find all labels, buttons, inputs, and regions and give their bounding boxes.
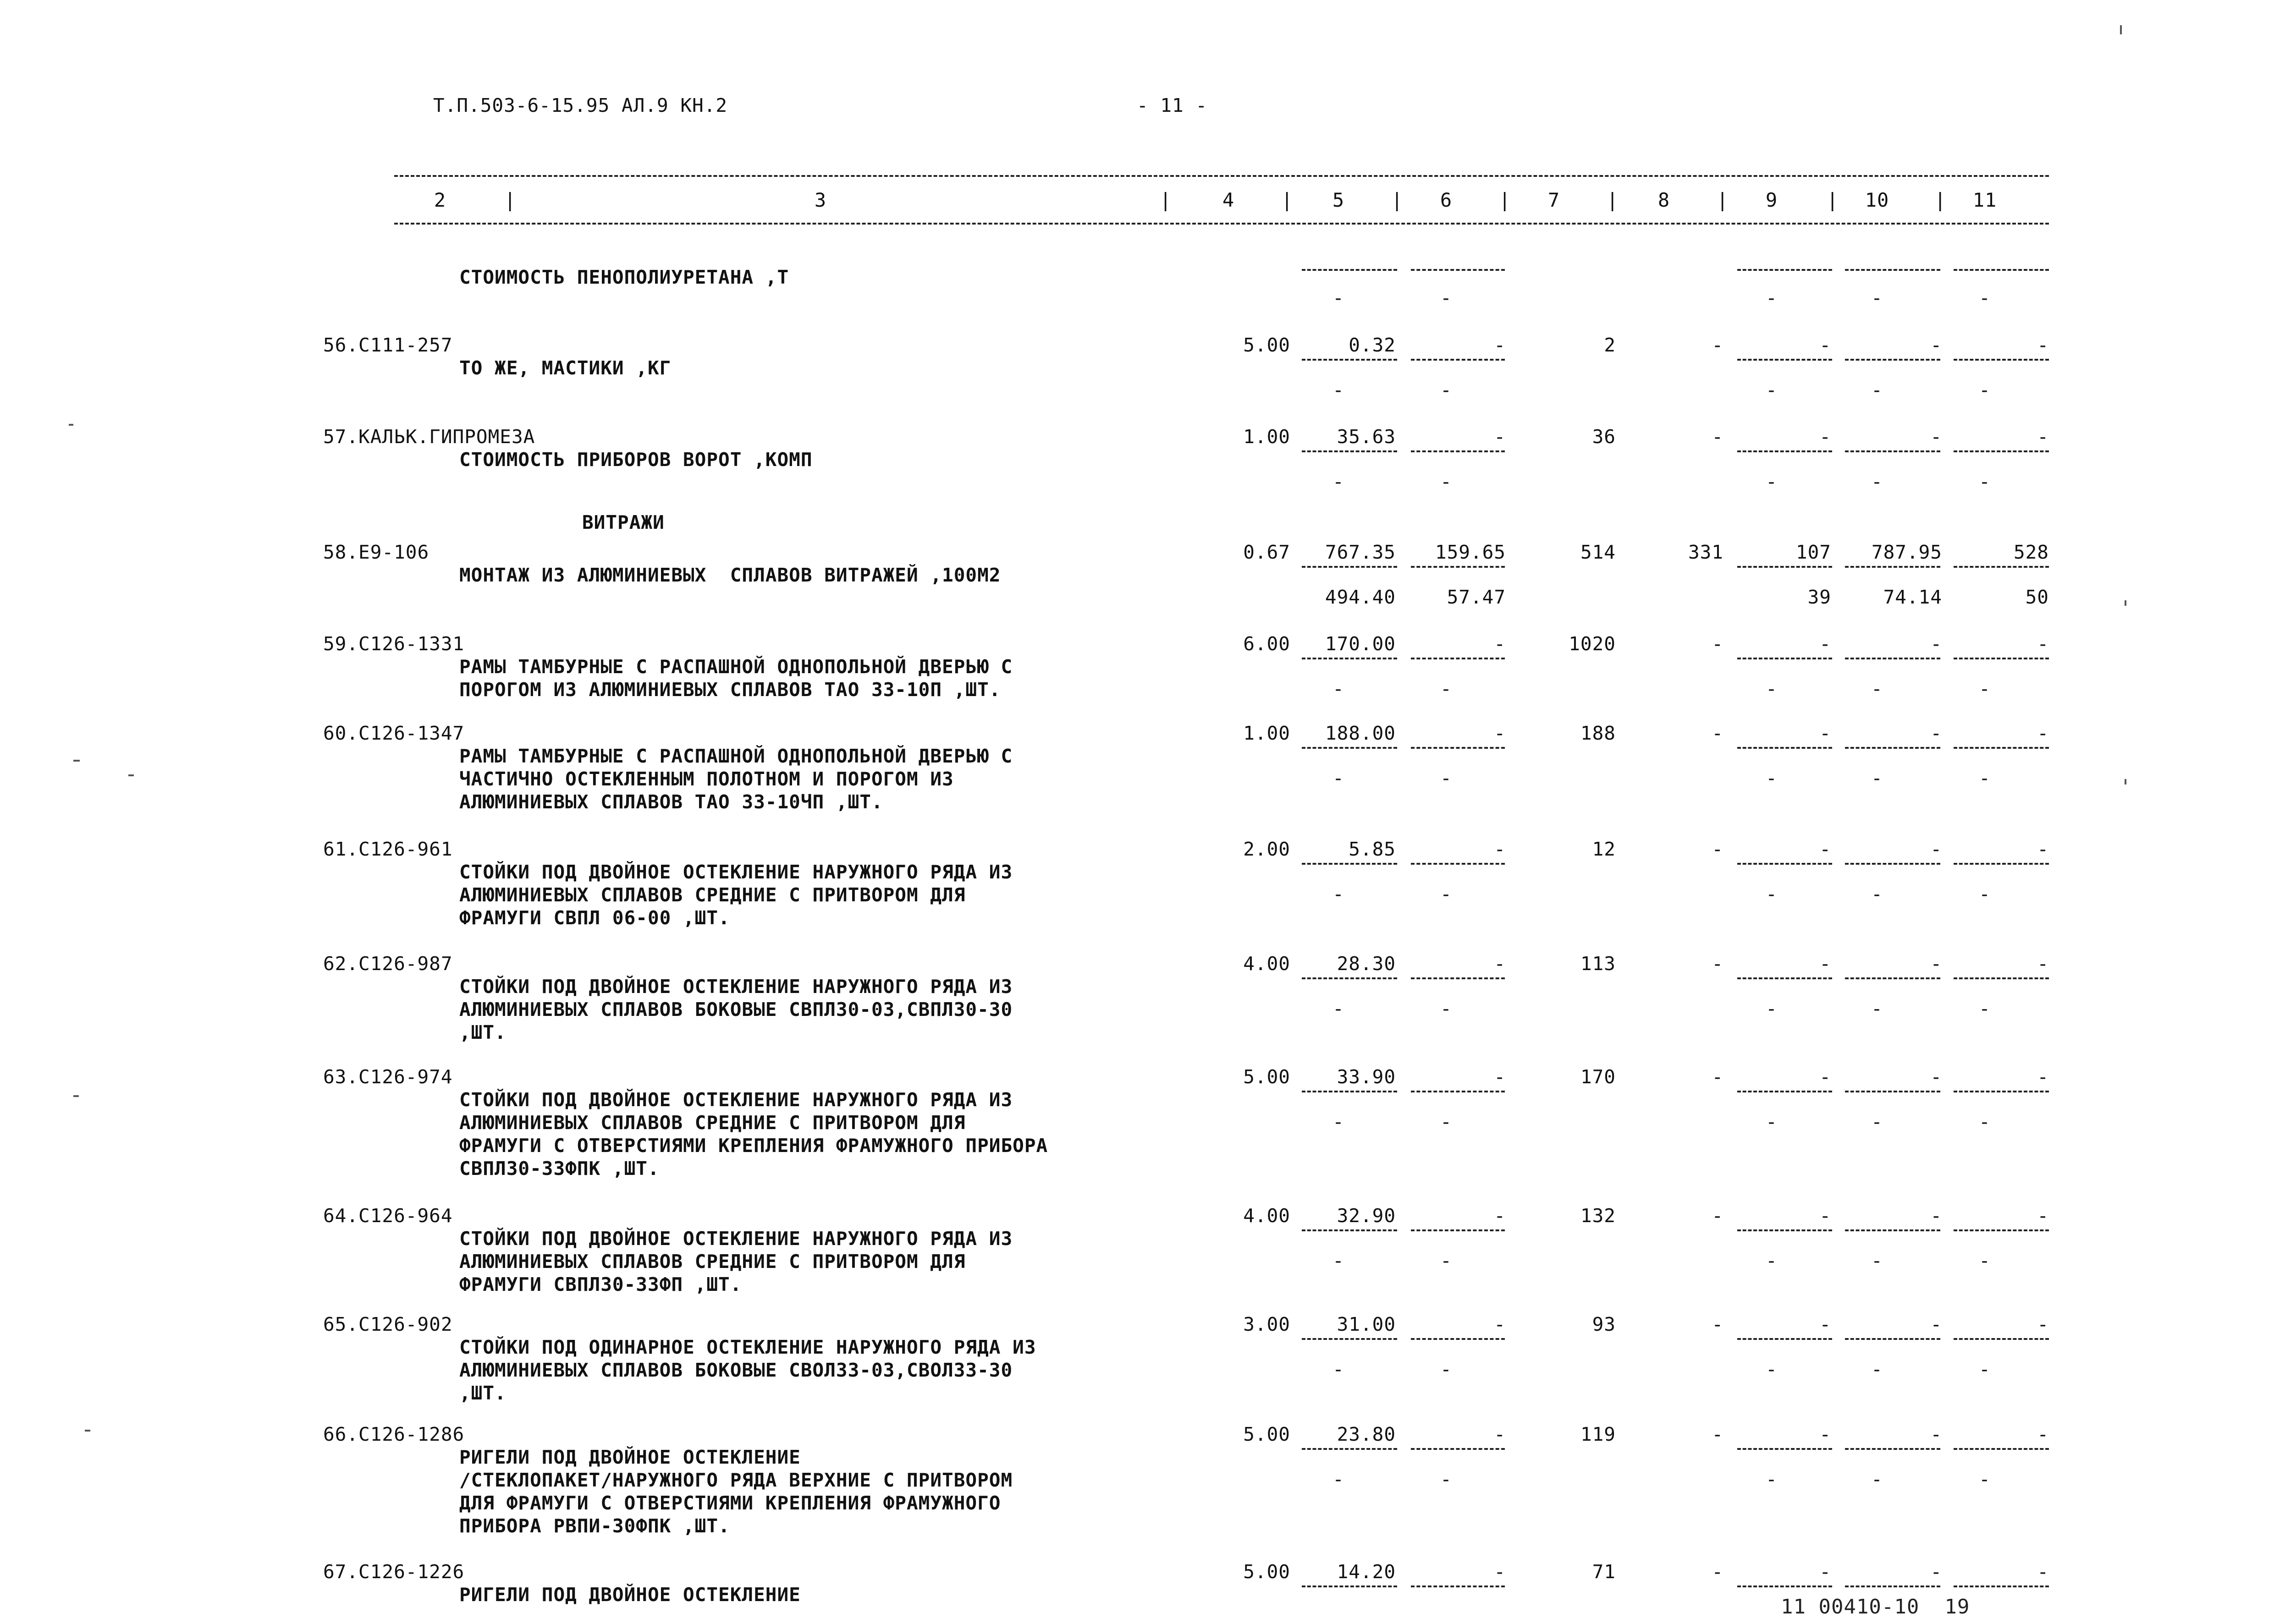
scan-speck [73,1095,79,1097]
cell-col-4: 1.00 [1243,722,1290,744]
cell-col-9-sub: - [1766,998,1778,1020]
cell-col-6-sub: - [1440,883,1452,905]
cell-rule [1954,1229,2049,1231]
row-code: 58.Е9-106 [323,541,429,563]
cell-col-10-sub: 74.14 [1883,586,1942,608]
cell-rule [1411,1586,1505,1587]
cell-rule [1954,1338,2049,1340]
cell-rule [1845,566,1940,568]
cell-col-5: 31.00 [1337,1313,1396,1335]
cell-col-10: - [1930,1313,1942,1335]
cell-rule [1411,359,1505,361]
cell-col-5: 35.63 [1337,426,1396,448]
cell-col-5-sub: - [1332,287,1344,309]
column-header-11: 11 [1972,189,1997,211]
cell-col-4: 1.00 [1243,426,1290,448]
cell-col-11: - [2037,1205,2049,1227]
cell-rule [1302,658,1397,659]
cell-col-11-sub: - [1979,678,1991,700]
cell-col-9: - [1819,1561,1831,1583]
column-separator: | [1281,189,1294,211]
cell-rule [1954,863,2049,865]
cell-col-6: - [1494,1313,1506,1335]
row-description-line: ПРИБОРА РВПИ-30ФПК ,ШТ. [459,1515,730,1537]
table-header-rule [394,223,2049,225]
cell-col-8: - [1712,633,1723,655]
cell-col-11-sub: - [1979,379,1991,401]
cell-col-4: 5.00 [1243,334,1290,356]
cell-col-10: - [1930,1561,1942,1583]
row-description-line: РАМЫ ТАМБУРНЫЕ С РАСПАШНОЙ ОДНОПОЛЬНОЙ ДВЕРЬЮ С [459,745,1013,767]
cell-rule [1845,658,1940,659]
column-header-6: 6 [1440,189,1453,211]
cell-col-9: - [1819,1423,1831,1445]
column-header-10: 10 [1865,189,1889,211]
column-separator: | [1827,189,1839,211]
cell-col-11: - [2037,633,2049,655]
cell-rule [1737,450,1832,452]
row-code: 64.С126-964 [323,1205,453,1227]
cell-col-10: - [1930,1066,1942,1088]
page-number: - 11 - [1137,94,1208,116]
column-separator: | [1717,189,1729,211]
cell-col-11-sub: - [1979,883,1991,905]
cell-col-6-sub: - [1440,1111,1452,1133]
row-description-line: СТОЙКИ ПОД ОДИНАРНОЕ ОСТЕКЛЕНИЕ НАРУЖНОГО РЯДА ИЗ [459,1336,1036,1358]
cell-col-4: 4.00 [1243,1205,1290,1227]
row-code: 59.С126-1331 [323,633,465,655]
cell-col-6: - [1494,1066,1506,1088]
cell-col-5: 767.35 [1325,541,1396,563]
cell-rule [1737,658,1832,659]
scan-speck [2120,25,2122,34]
cell-col-5-sub: - [1332,883,1344,905]
cell-rule [1845,1229,1940,1231]
cell-col-7: 36 [1592,426,1616,448]
cell-col-6: - [1494,426,1506,448]
row-description-line: ФРАМУГИ СВПЛ30-33ФП ,ШТ. [459,1273,742,1295]
row-code: 66.С126-1286 [323,1423,465,1445]
cell-col-8: - [1712,1313,1723,1335]
cell-rule [1845,269,1940,271]
cell-col-8: - [1712,1561,1723,1583]
cell-col-9-sub: - [1766,1111,1778,1133]
cell-rule [1411,658,1505,659]
row-description-line: ФРАМУГИ СВПЛ 06-00 ,ШТ. [459,907,730,929]
row-description-line: АЛЮМИНИЕВЫХ СПЛАВОВ БОКОВЫЕ СВОЛ33-03,СВОЛ33-30 [459,1359,1013,1381]
cell-col-9: - [1819,953,1831,975]
column-header-4: 4 [1222,189,1235,211]
cell-rule [1845,359,1940,361]
row-description-line: /СТЕКЛОПАКЕТ/НАРУЖНОГО РЯДА ВЕРХНИЕ С ПРИТВОРОМ [459,1469,1013,1491]
cell-col-9: - [1819,334,1831,356]
cell-rule [1737,977,1832,979]
cell-col-9-sub: - [1766,1358,1778,1380]
cell-col-4: 4.00 [1243,953,1290,975]
row-code: 67.С126-1226 [323,1561,465,1583]
cell-rule [1737,359,1832,361]
cell-col-6-sub: - [1440,471,1452,493]
cell-rule [1302,359,1397,361]
column-header-8: 8 [1657,189,1670,211]
cell-col-9: - [1819,1205,1831,1227]
cell-col-6: 159.65 [1435,541,1506,563]
cell-col-5-sub: - [1332,678,1344,700]
cell-col-11-sub: - [1979,998,1991,1020]
cell-rule [1954,359,2049,361]
cell-col-5-sub: - [1332,1250,1344,1272]
cell-col-9-sub: - [1766,1468,1778,1490]
cell-col-6-sub: - [1440,1358,1452,1380]
cell-rule [1411,747,1505,749]
column-separator: | [1499,189,1511,211]
cell-rule [1737,269,1832,271]
cell-col-5: 28.30 [1337,953,1396,975]
cell-col-6: - [1494,334,1506,356]
cell-col-11-sub: - [1979,1250,1991,1272]
cell-col-4: 3.00 [1243,1313,1290,1335]
cell-rule [1302,450,1397,452]
cell-col-6-sub: - [1440,1468,1452,1490]
cell-rule [1737,1229,1832,1231]
row-description-line: АЛЮМИНИЕВЫХ СПЛАВОВ СРЕДНИЕ С ПРИТВОРОМ ДЛЯ [459,1112,966,1134]
row-description-line: МОНТАЖ ИЗ АЛЮМИНИЕВЫХ СПЛАВОВ ВИТРАЖЕЙ ,100М2 [459,564,1001,586]
cell-rule [1411,1338,1505,1340]
cell-col-11-sub: - [1979,287,1991,309]
cell-col-8: - [1712,838,1723,860]
cell-col-6: - [1494,1423,1506,1445]
row-description-line: ,ШТ. [459,1382,507,1404]
cell-col-7: 119 [1580,1423,1616,1445]
cell-col-6: - [1494,1205,1506,1227]
row-code: 56.С111-257 [323,334,453,356]
cell-rule [1845,747,1940,749]
cell-col-5: 23.80 [1337,1423,1396,1445]
cell-rule [1737,1091,1832,1092]
row-code: 63.С126-974 [323,1066,453,1088]
row-description-line: РИГЕЛИ ПОД ДВОЙНОЕ ОСТЕКЛЕНИЕ [459,1446,801,1468]
section-title: ВИТРАЖИ [582,511,665,533]
scan-speck [69,424,73,426]
cell-rule [1411,1229,1505,1231]
cell-rule [1411,269,1505,271]
cell-col-6: - [1494,1561,1506,1583]
row-description-line: СТОИМОСТЬ ПЕНОПОЛИУРЕТАНА ,Т [459,266,789,288]
cell-rule [1302,566,1397,568]
cell-col-11: - [2037,1423,2049,1445]
cell-col-6: - [1494,722,1506,744]
scan-speck [2125,600,2126,606]
cell-col-11-sub: - [1979,471,1991,493]
cell-col-9: - [1819,1066,1831,1088]
cell-col-4: 0.67 [1243,541,1290,563]
cell-rule [1954,269,2049,271]
cell-col-5: 32.90 [1337,1205,1396,1227]
cell-rule [1737,566,1832,568]
cell-col-9-sub: - [1766,678,1778,700]
cell-col-11: - [2037,838,2049,860]
row-description-line: АЛЮМИНИЕВЫХ СПЛАВОВ ТАО 33-10ЧП ,ШТ. [459,791,883,813]
cell-col-9: - [1819,838,1831,860]
cell-col-8: - [1712,334,1723,356]
cell-rule [1302,863,1397,865]
cell-rule [1954,1091,2049,1092]
cell-rule [1737,1448,1832,1450]
cell-col-5: 14.20 [1337,1561,1396,1583]
row-description-line: ДЛЯ ФРАМУГИ С ОТВЕРСТИЯМИ КРЕПЛЕНИЯ ФРАМУЖНОГО [459,1492,1001,1514]
row-description-line: ПОРОГОМ ИЗ АЛЮМИНИЕВЫХ СПЛАВОВ ТАО 33-10П ,ШТ. [459,679,1001,701]
cell-col-10-sub: - [1871,1468,1883,1490]
cell-rule [1302,1091,1397,1092]
cell-col-6: - [1494,633,1506,655]
cell-col-5-sub: - [1332,1468,1344,1490]
cell-col-10-sub: - [1871,883,1883,905]
row-description-line: РАМЫ ТАМБУРНЫЕ С РАСПАШНОЙ ОДНОПОЛЬНОЙ ДВЕРЬЮ С [459,656,1013,678]
cell-col-10: - [1930,426,1942,448]
cell-rule [1954,977,2049,979]
cell-col-11: - [2037,426,2049,448]
column-header-2: 2 [434,189,446,211]
cell-col-6-sub: - [1440,1250,1452,1272]
cell-rule [1845,1586,1940,1587]
cell-rule [1954,1448,2049,1450]
row-description-line: ,ШТ. [459,1021,507,1043]
cell-col-10-sub: - [1871,1250,1883,1272]
cell-rule [1954,658,2049,659]
cell-col-9: - [1819,426,1831,448]
row-description-line: СТОИМОСТЬ ПРИБОРОВ ВОРОТ ,КОМП [459,449,813,471]
cell-rule [1845,1338,1940,1340]
cell-col-10-sub: - [1871,471,1883,493]
cell-col-11-sub: - [1979,1111,1991,1133]
cell-col-6-sub: - [1440,998,1452,1020]
cell-col-10: - [1930,838,1942,860]
cell-col-5: 188.00 [1325,722,1396,744]
cell-rule [1737,1586,1832,1587]
row-description-line: ФРАМУГИ С ОТВЕРСТИЯМИ КРЕПЛЕНИЯ ФРАМУЖНОГО ПРИБОРА [459,1135,1048,1157]
cell-col-7: 514 [1580,541,1616,563]
cell-col-10: 787.95 [1871,541,1942,563]
cell-rule [1302,977,1397,979]
row-description-line: СВПЛ30-33ФПК ,ШТ. [459,1158,660,1180]
cell-col-10: - [1930,633,1942,655]
cell-rule [1954,747,2049,749]
cell-col-11-sub: - [1979,1468,1991,1490]
cell-col-11-sub: - [1979,767,1991,789]
cell-rule [1302,269,1397,271]
cell-col-7: 71 [1592,1561,1616,1583]
cell-col-8: - [1712,1423,1723,1445]
cell-rule [1845,863,1940,865]
cell-col-5: 0.32 [1349,334,1396,356]
cell-rule [1845,1091,1940,1092]
column-header-9: 9 [1765,189,1778,211]
cell-col-6-sub: - [1440,767,1452,789]
cell-col-10-sub: - [1871,998,1883,1020]
cell-col-5: 33.90 [1337,1066,1396,1088]
column-header-3: 3 [814,189,827,211]
cell-col-9-sub: - [1766,883,1778,905]
cell-rule [1411,1091,1505,1092]
cell-col-11-sub: 50 [2025,586,2049,608]
cell-col-5-sub: - [1332,1358,1344,1380]
cell-col-9-sub: - [1766,767,1778,789]
cell-rule [1845,977,1940,979]
cell-col-9: 107 [1795,541,1831,563]
cell-col-9-sub: - [1766,471,1778,493]
cell-col-11: - [2037,1561,2049,1583]
cell-col-7: 113 [1580,953,1616,975]
column-separator: | [1934,189,1947,211]
cell-col-10-sub: - [1871,287,1883,309]
scan-speck [85,1430,90,1432]
cell-col-4: 6.00 [1243,633,1290,655]
cell-col-6: - [1494,838,1506,860]
cell-col-9: - [1819,633,1831,655]
cell-col-9-sub: - [1766,287,1778,309]
row-code: 65.С126-902 [323,1313,453,1335]
cell-col-10: - [1930,1423,1942,1445]
cell-col-7: 170 [1580,1066,1616,1088]
cell-col-7: 93 [1592,1313,1616,1335]
row-description-line: АЛЮМИНИЕВЫХ СПЛАВОВ СРЕДНИЕ С ПРИТВОРОМ ДЛЯ [459,1251,966,1273]
cell-col-7: 188 [1580,722,1616,744]
cell-col-5-sub: - [1332,379,1344,401]
cell-col-10-sub: - [1871,1111,1883,1133]
cell-col-6-sub: - [1440,379,1452,401]
cell-col-6-sub: - [1440,678,1452,700]
cell-col-7: 132 [1580,1205,1616,1227]
cell-col-7: 2 [1604,334,1616,356]
cell-rule [1411,450,1505,452]
scan-speck [128,774,134,776]
row-code: 60.С126-1347 [323,722,465,744]
cell-col-5: 170.00 [1325,633,1396,655]
cell-col-5-sub: 494.40 [1325,586,1396,608]
cell-col-9-sub: - [1766,1250,1778,1272]
row-description-line: ЧАСТИЧНО ОСТЕКЛЕННЫМ ПОЛОТНОМ И ПОРОГОМ ИЗ [459,768,954,790]
cell-rule [1737,747,1832,749]
cell-rule [1954,566,2049,568]
cell-col-7: 12 [1592,838,1616,860]
row-code: 57.КАЛЬК.ГИПРОМЕЗА [323,426,535,448]
cell-col-8: - [1712,722,1723,744]
column-header-5: 5 [1332,189,1345,211]
cell-col-4: 5.00 [1243,1066,1290,1088]
cell-col-9: - [1819,722,1831,744]
row-description-line: РИГЕЛИ ПОД ДВОЙНОЕ ОСТЕКЛЕНИЕ [459,1584,801,1606]
cell-col-6: - [1494,953,1506,975]
cell-col-5-sub: - [1332,998,1344,1020]
cell-col-11: - [2037,334,2049,356]
column-separator: | [1160,189,1172,211]
row-description-line: СТОЙКИ ПОД ДВОЙНОЕ ОСТЕКЛЕНИЕ НАРУЖНОГО РЯДА ИЗ [459,1228,1013,1250]
cell-rule [1954,1586,2049,1587]
cell-rule [1845,450,1940,452]
column-separator: | [504,189,517,211]
row-description-line: АЛЮМИНИЕВЫХ СПЛАВОВ БОКОВЫЕ СВПЛ30-03,СВПЛ30-30 [459,999,1013,1020]
cell-col-10: - [1930,953,1942,975]
row-description-line: АЛЮМИНИЕВЫХ СПЛАВОВ СРЕДНИЕ С ПРИТВОРОМ ДЛЯ [459,884,966,906]
cell-col-8: - [1712,1205,1723,1227]
cell-col-11: - [2037,722,2049,744]
cell-col-8: - [1712,1066,1723,1088]
row-description-line: СТОЙКИ ПОД ДВОЙНОЕ ОСТЕКЛЕНИЕ НАРУЖНОГО РЯДА ИЗ [459,976,1013,998]
cell-col-11: - [2037,1313,2049,1335]
column-header-7: 7 [1547,189,1560,211]
cell-col-4: 5.00 [1243,1561,1290,1583]
cell-rule [1411,863,1505,865]
cell-col-10-sub: - [1871,678,1883,700]
cell-col-11-sub: - [1979,1358,1991,1380]
cell-rule [1845,1448,1940,1450]
cell-col-4: 5.00 [1243,1423,1290,1445]
cell-col-9: - [1819,1313,1831,1335]
cell-col-5-sub: - [1332,471,1344,493]
scan-speck [73,760,80,762]
cell-rule [1302,1586,1397,1587]
cell-col-8: - [1712,953,1723,975]
cell-col-7: 1020 [1569,633,1616,655]
cell-rule [1737,1338,1832,1340]
cell-col-8: - [1712,426,1723,448]
cell-col-5: 5.85 [1349,838,1396,860]
cell-rule [1302,1229,1397,1231]
cell-col-10: - [1930,1205,1942,1227]
cell-col-11: - [2037,1066,2049,1088]
cell-col-6-sub: - [1440,287,1452,309]
cell-rule [1302,1338,1397,1340]
cell-col-5-sub: - [1332,767,1344,789]
cell-rule [1411,1448,1505,1450]
cell-col-5-sub: - [1332,1111,1344,1133]
cell-col-9-sub: - [1766,379,1778,401]
cell-col-10: - [1930,334,1942,356]
cell-col-8: 331 [1688,541,1723,563]
table-top-rule [394,175,2049,177]
row-description-line: ТО ЖЕ, МАСТИКИ ,КГ [459,357,672,379]
row-description-line: СТОЙКИ ПОД ДВОЙНОЕ ОСТЕКЛЕНИЕ НАРУЖНОГО РЯДА ИЗ [459,861,1013,883]
document-code: Т.П.503-6-15.95 АЛ.9 КН.2 [433,94,728,116]
scan-speck [2125,779,2126,785]
cell-rule [1302,1448,1397,1450]
cell-col-6-sub: 57.47 [1447,586,1506,608]
column-separator: | [1391,189,1404,211]
cell-col-10: - [1930,722,1942,744]
cell-col-11: 528 [2013,541,2049,563]
cell-rule [1302,747,1397,749]
cell-col-10-sub: - [1871,767,1883,789]
row-code: 62.С126-987 [323,953,453,975]
archive-stamp: 11 00410-10 19 [1781,1595,1970,1619]
cell-col-9-sub: 39 [1807,586,1831,608]
cell-rule [1411,977,1505,979]
cell-col-4: 2.00 [1243,838,1290,860]
cell-rule [1411,566,1505,568]
cell-col-10-sub: - [1871,379,1883,401]
cell-col-10-sub: - [1871,1358,1883,1380]
row-description-line: СТОЙКИ ПОД ДВОЙНОЕ ОСТЕКЛЕНИЕ НАРУЖНОГО РЯДА ИЗ [459,1089,1013,1111]
column-separator: | [1607,189,1619,211]
cell-col-11: - [2037,953,2049,975]
row-code: 61.С126-961 [323,838,453,860]
cell-rule [1954,450,2049,452]
cell-rule [1737,863,1832,865]
